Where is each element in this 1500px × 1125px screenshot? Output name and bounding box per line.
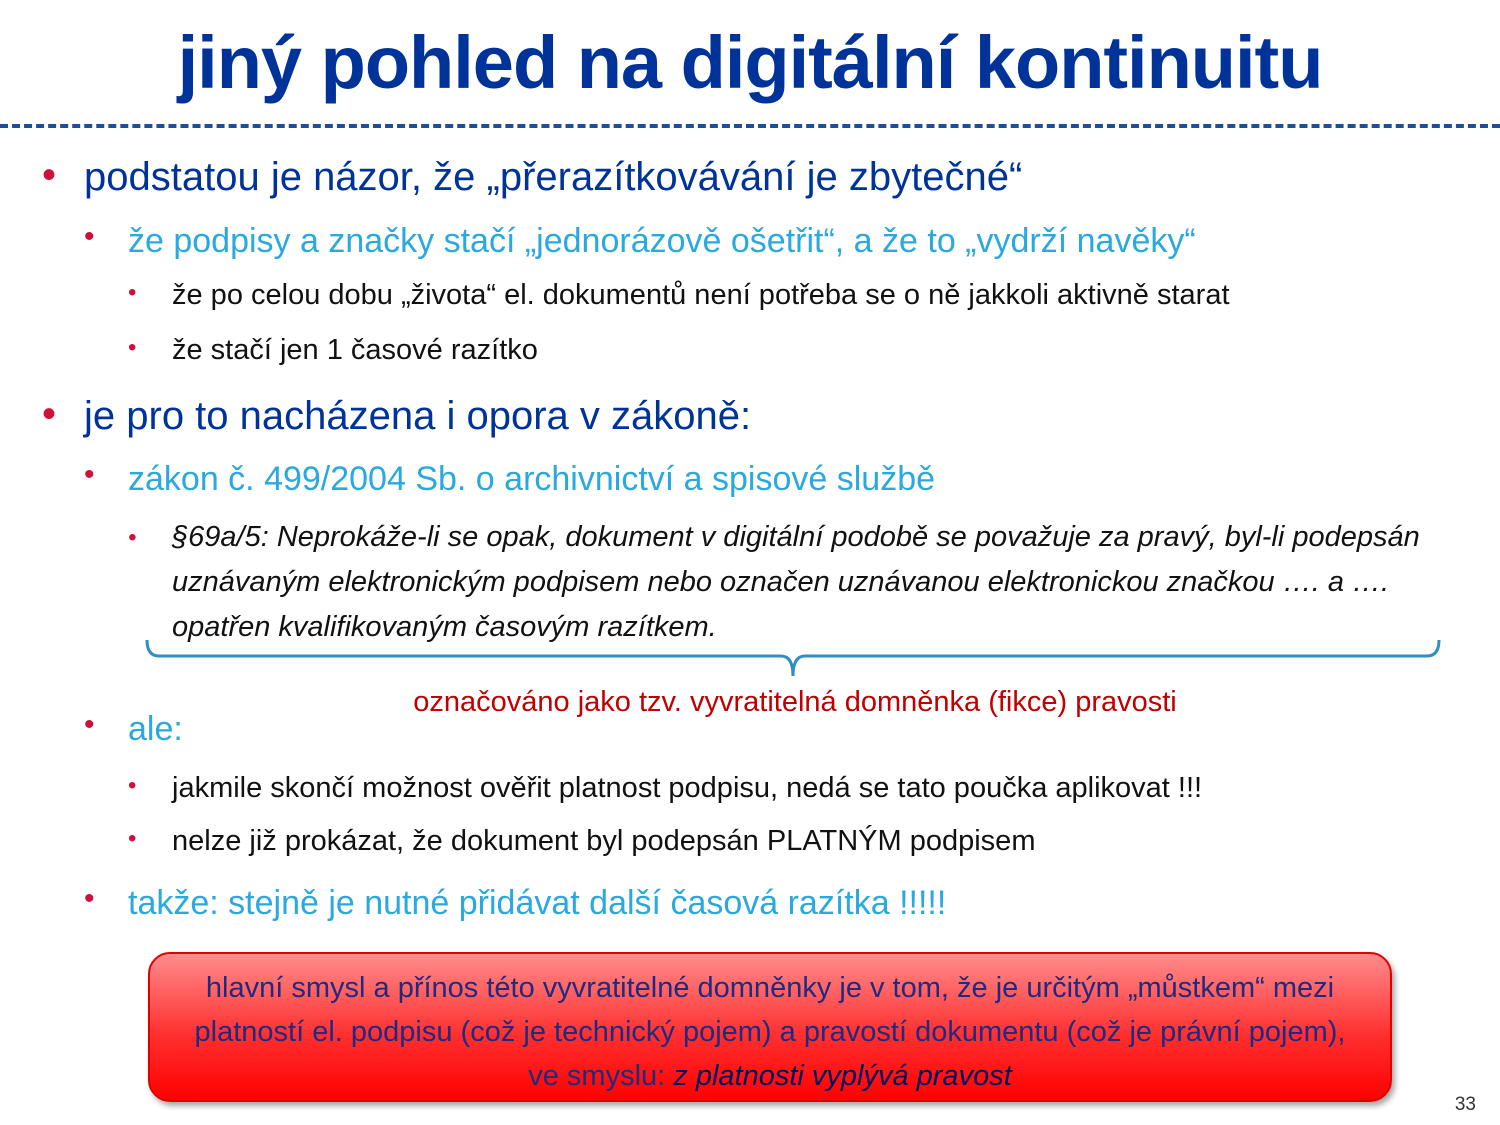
bullet-marker: • <box>42 153 57 197</box>
bullet-text: podstatou je názor, že „přerazítkovávání je zbytečné“ <box>84 155 1023 199</box>
slide-title: jiný pohled na digitální kontinuitu <box>177 21 1323 104</box>
bullet-item-5 <box>42 392 752 439</box>
bullet-text: nelze již prokázat, že dokument byl podepsán PLATNÝM podpisem <box>172 825 1036 857</box>
bullet-marker: • <box>128 524 137 551</box>
bullet-text: takže: stejně je nutné přidávat další časová razítka !!!!! <box>128 884 947 922</box>
summary-callout <box>148 952 1392 1102</box>
brace-annotation: označováno jako tzv. vyvratitelná domněnka (fikce) pravosti <box>413 686 1177 718</box>
bullet-marker: • <box>128 825 137 852</box>
bullet-text: že po celou dobu „života“ el. dokumentů není potřeba se o ně jakkoli aktivně starat <box>172 279 1230 311</box>
bullet-marker: • <box>84 220 95 253</box>
curly-brace <box>145 638 1445 680</box>
bullet-marker: • <box>84 458 95 491</box>
bullet-marker: • <box>42 392 57 436</box>
bullet-marker: • <box>128 334 137 361</box>
law-citation <box>128 515 1492 650</box>
bullet-item-4 <box>128 334 538 367</box>
bullet-item-7 <box>84 708 183 749</box>
callout-text: hlavní smysl a přínos této vyvratitelné domněnky je v tom, že je určitým „můstkem“ mezi platností el. podpisu (což je technický pojem) a pravostí dokumentu (což je právní pojem), ve smyslu: <box>194 972 1346 1092</box>
bullet-text: že podpisy a značky stačí „jednorázově ošetřit“, a že to „vydrží navěky“ <box>128 222 1196 260</box>
page-number: 33 <box>1454 1094 1476 1115</box>
bullet-text: zákon č. 499/2004 Sb. o archivnictví a spisové službě <box>128 460 936 498</box>
bullet-item-2 <box>84 220 1196 261</box>
bullet-text: jakmile skončí možnost ověřit platnost podpisu, nedá se tato poučka aplikovat !!! <box>172 772 1203 804</box>
bullet-text: je pro to nacházena i opora v zákoně: <box>84 394 752 438</box>
bullet-item-10 <box>84 882 947 923</box>
title-divider <box>0 124 1500 128</box>
bullet-item-3 <box>128 279 1230 312</box>
bullet-marker: • <box>84 708 95 741</box>
bullet-marker: • <box>128 279 137 306</box>
bullet-item-1 <box>42 153 1023 200</box>
bullet-item-6 <box>84 458 936 499</box>
bullet-item-8 <box>128 772 1203 805</box>
callout-emphasis: z platnosti vyplývá pravost <box>673 1060 1012 1092</box>
bullet-marker: • <box>128 772 137 799</box>
bullet-text: ale: <box>128 710 183 748</box>
law-citation-text: §69a/5: Neprokáže-li se opak, dokument v digitální podobě se považuje za pravý, byl-li podepsán uznávaným elektronickým podpisem nebo označen uznávanou elektronickou značkou …. a …. opatřen kvalifikovaným časovým razítkem. <box>172 521 1420 643</box>
bullet-marker: • <box>84 882 95 915</box>
bullet-item-9 <box>128 825 1036 858</box>
bullet-text: že stačí jen 1 časové razítko <box>172 334 538 366</box>
